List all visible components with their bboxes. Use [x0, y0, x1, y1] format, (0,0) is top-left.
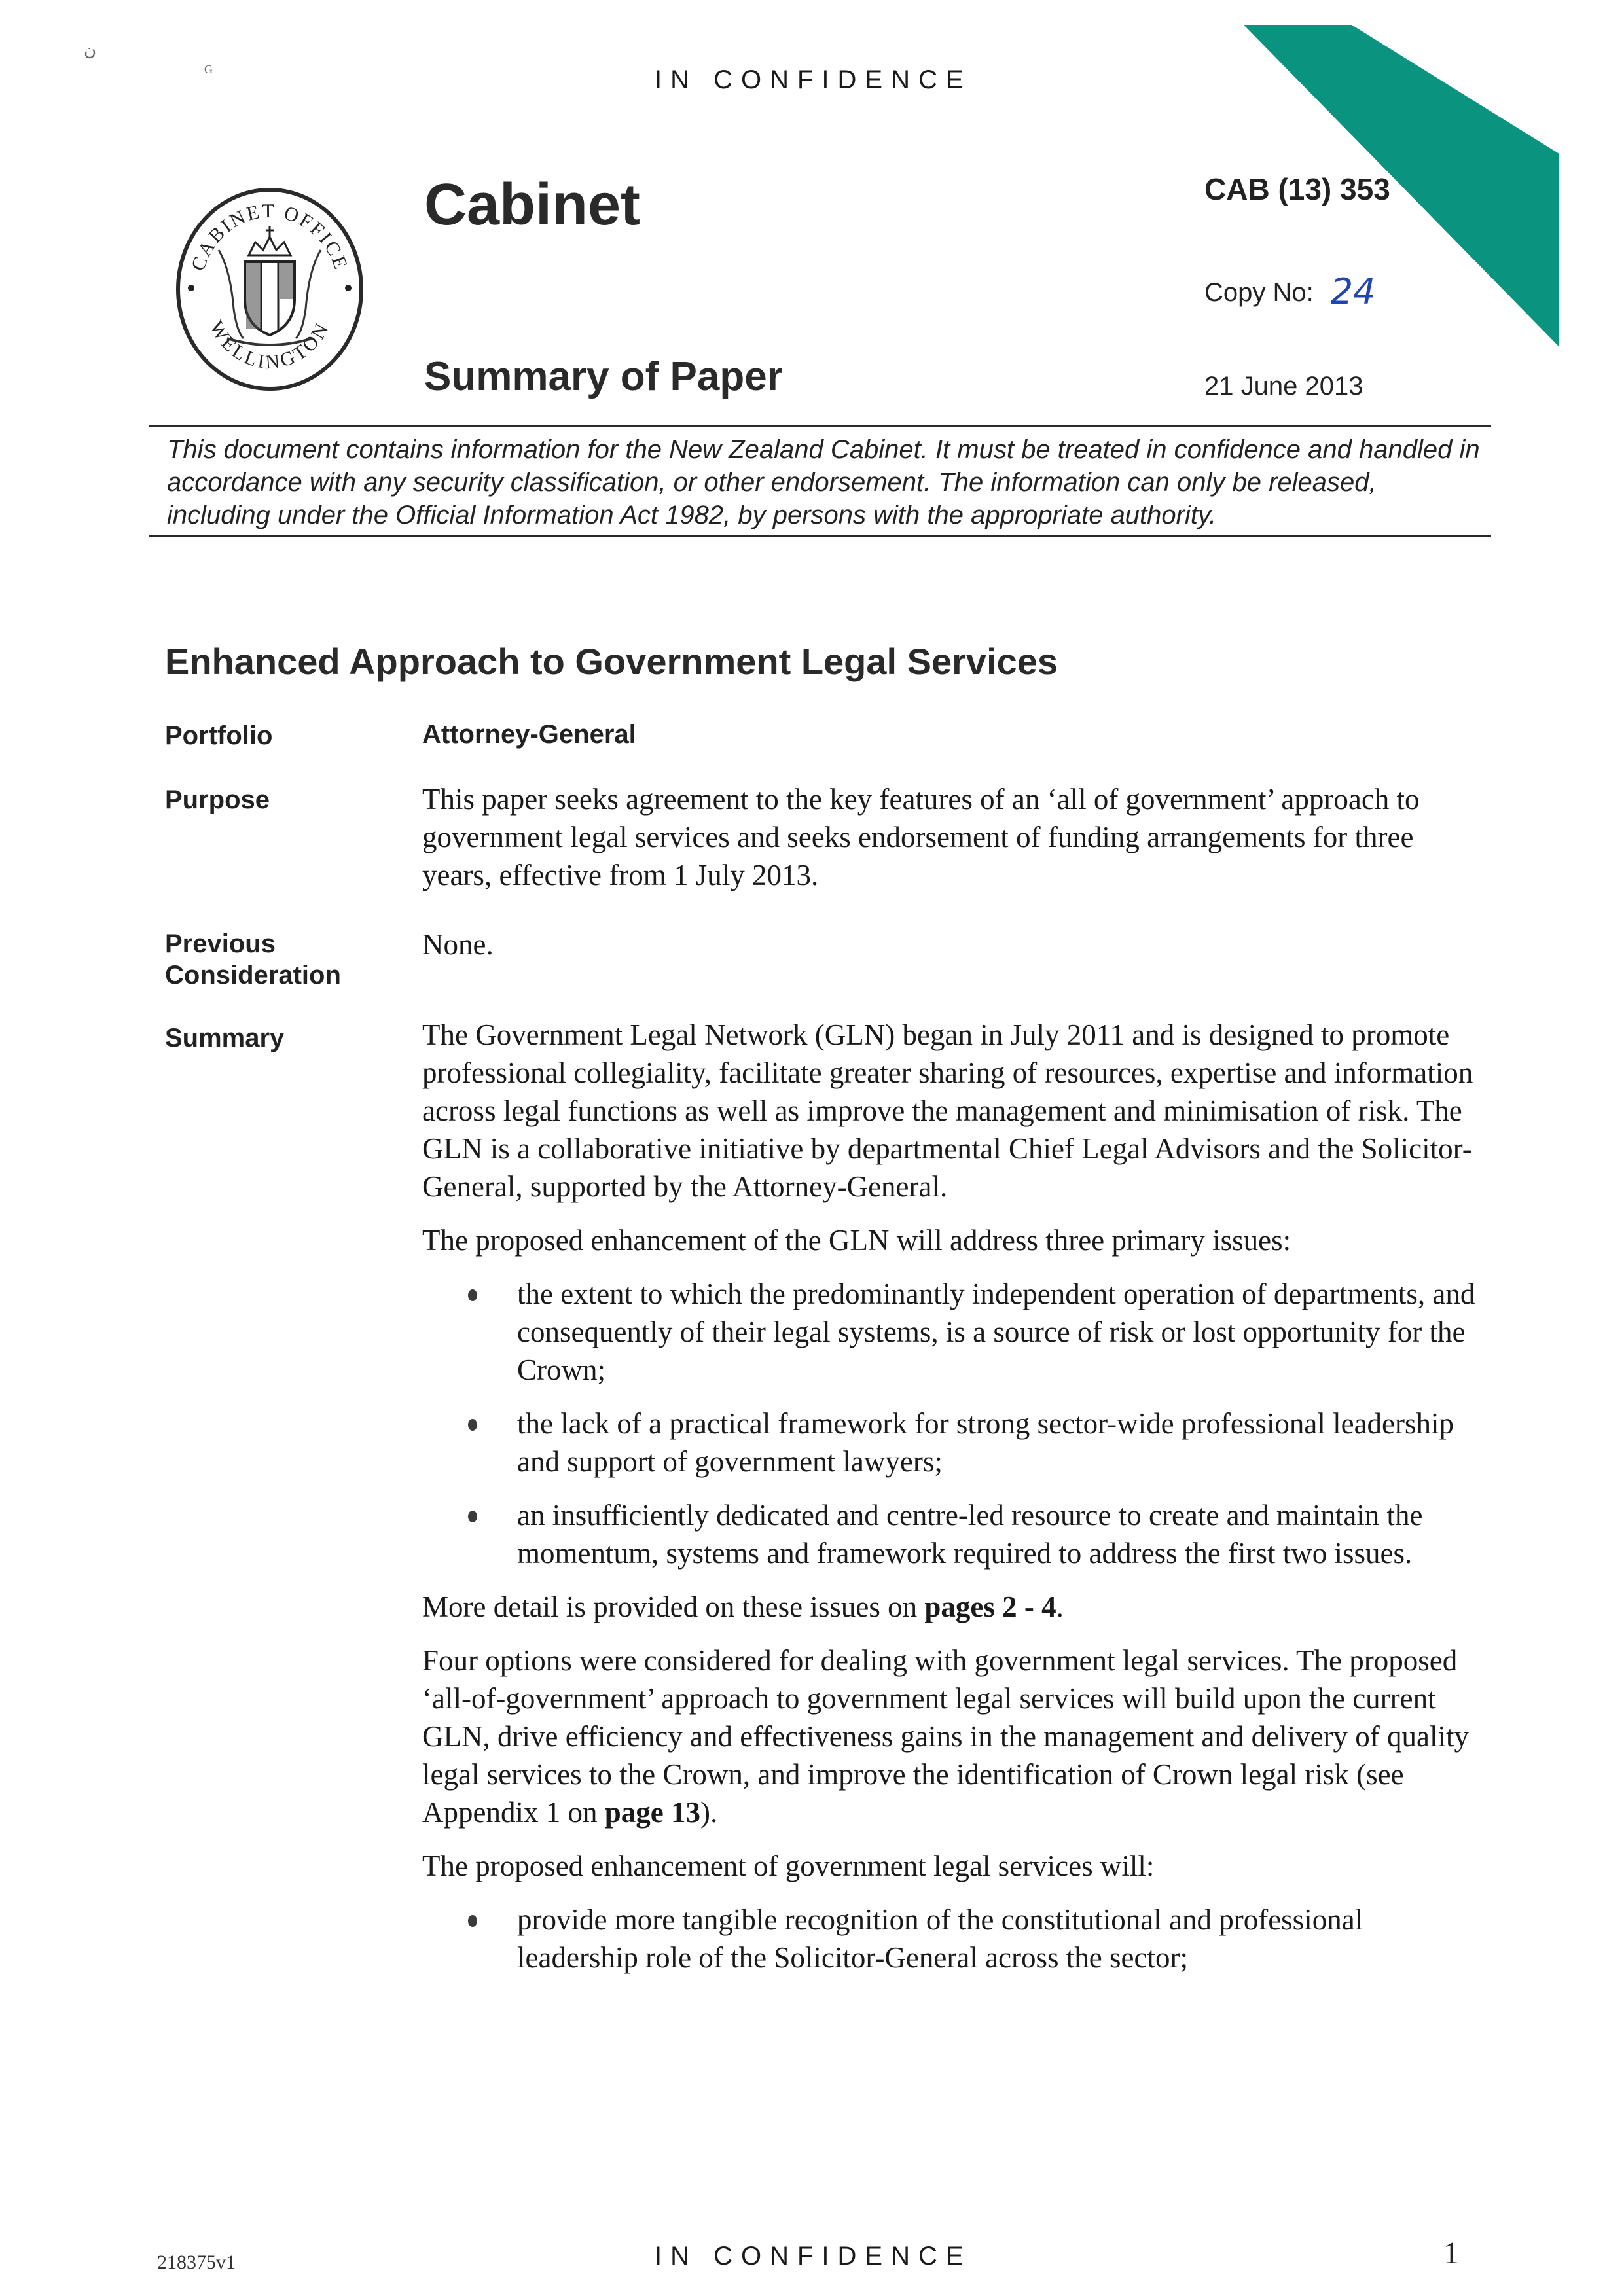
divider	[149, 535, 1491, 537]
svg-text:CABINET OFFICE: CABINET OFFICE	[187, 200, 353, 274]
list-item: the lack of a practical framework for strong sector-wide professional leadership and support of government lawyers;	[517, 1405, 1483, 1480]
bullet-icon	[468, 1289, 477, 1301]
previous-consideration-label: Previous Consideration	[165, 929, 341, 990]
copy-number-handwritten: 24	[1330, 271, 1376, 312]
purpose-label: Purpose	[165, 785, 270, 814]
cabinet-office-seal-icon	[171, 185, 368, 394]
document-type-title: Summary of Paper	[424, 354, 783, 399]
list-item: provide more tangible recognition of the constitutional and professional leadership role of the Solicitor-General across the sector;	[517, 1901, 1483, 1977]
bullet-icon	[468, 1915, 477, 1927]
portfolio-value: Attorney-General	[422, 720, 636, 749]
portfolio-label: Portfolio	[165, 721, 273, 750]
classification-header: IN CONFIDENCE	[655, 65, 972, 94]
page-number: 1	[1443, 2236, 1459, 2270]
document-id: 218375v1	[157, 2251, 236, 2273]
summary-paragraph: The proposed enhancement of the GLN will address three primary issues:	[422, 1224, 1291, 1257]
page-reference: page 13	[604, 1796, 700, 1829]
issues-list	[422, 1275, 1483, 1572]
summary-paragraph: The Government Legal Network (GLN) began in July 2011 and is designed to promote professional collegiality, facilitate greater sharing of resources, expertise and information across legal functions as well as improve the management and minimisation of risk. The GLN is a collaborative initiative by departmental Chief Legal Advisors and the Solicitor-General, supported by the Attorney-General.	[422, 1018, 1473, 1203]
bullet-icon	[468, 1419, 477, 1431]
summary-body	[422, 1016, 1483, 1992]
summary-paragraph: Four options were considered for dealing with government legal services. The proposed ‘all-of-government’ approach to government legal services will build upon the current GLN, drive efficiency and effectiveness gains in the management and delivery of quality legal services to the Crown, and improve the identification of Crown legal risk (see Appendix 1 on page 13).	[422, 1644, 1470, 1829]
cabinet-reference: CAB (13) 353	[1204, 172, 1390, 206]
document-title: Enhanced Approach to Government Legal Services	[165, 641, 1058, 682]
paper-date: 21 June 2013	[1204, 372, 1363, 401]
bullet-icon	[468, 1511, 477, 1522]
svg-text:WELLINGTON: WELLINGTON	[205, 317, 334, 374]
page-reference: pages 2 - 4	[924, 1590, 1056, 1623]
classification-footer: IN CONFIDENCE	[655, 2242, 972, 2270]
copy-number-line	[1204, 268, 1375, 310]
list-item: the extent to which the predominantly independent operation of departments, and consequently of their legal systems, is a source of risk or lost opportunity for the Crown;	[517, 1275, 1483, 1389]
enhancements-list	[422, 1901, 1483, 1977]
list-item: an insufficiently dedicated and centre-led resource to create and maintain the momentum, systems and framework required to address the first two issues.	[517, 1496, 1483, 1572]
purpose-text: This paper seeks agreement to the key features of an ‘all of government’ approach to government legal services and seeks endorsement of funding arrangements for three years, effective from 1 July 2013.	[422, 783, 1420, 891]
divider	[149, 425, 1491, 427]
summary-paragraph: More detail is provided on these issues on pages 2 - 4.	[422, 1590, 1064, 1623]
summary-paragraph: The proposed enhancement of government legal services will:	[422, 1850, 1155, 1882]
previous-consideration-text: None.	[422, 928, 494, 961]
scan-mark: G	[204, 63, 213, 76]
confidentiality-disclaimer: This document contains information for the New Zealand Cabinet. It must be treated in confidence and handled in accordance with any security classification, or other endorsement. The information can only be released, including under the Official Information Act 1982, by persons with the appropriate authority.	[167, 435, 1480, 529]
organisation-title: Cabinet	[424, 172, 641, 238]
scan-mark: ن	[84, 41, 97, 60]
summary-label: Summary	[165, 1024, 285, 1052]
copy-number-label: Copy No:	[1204, 278, 1314, 307]
